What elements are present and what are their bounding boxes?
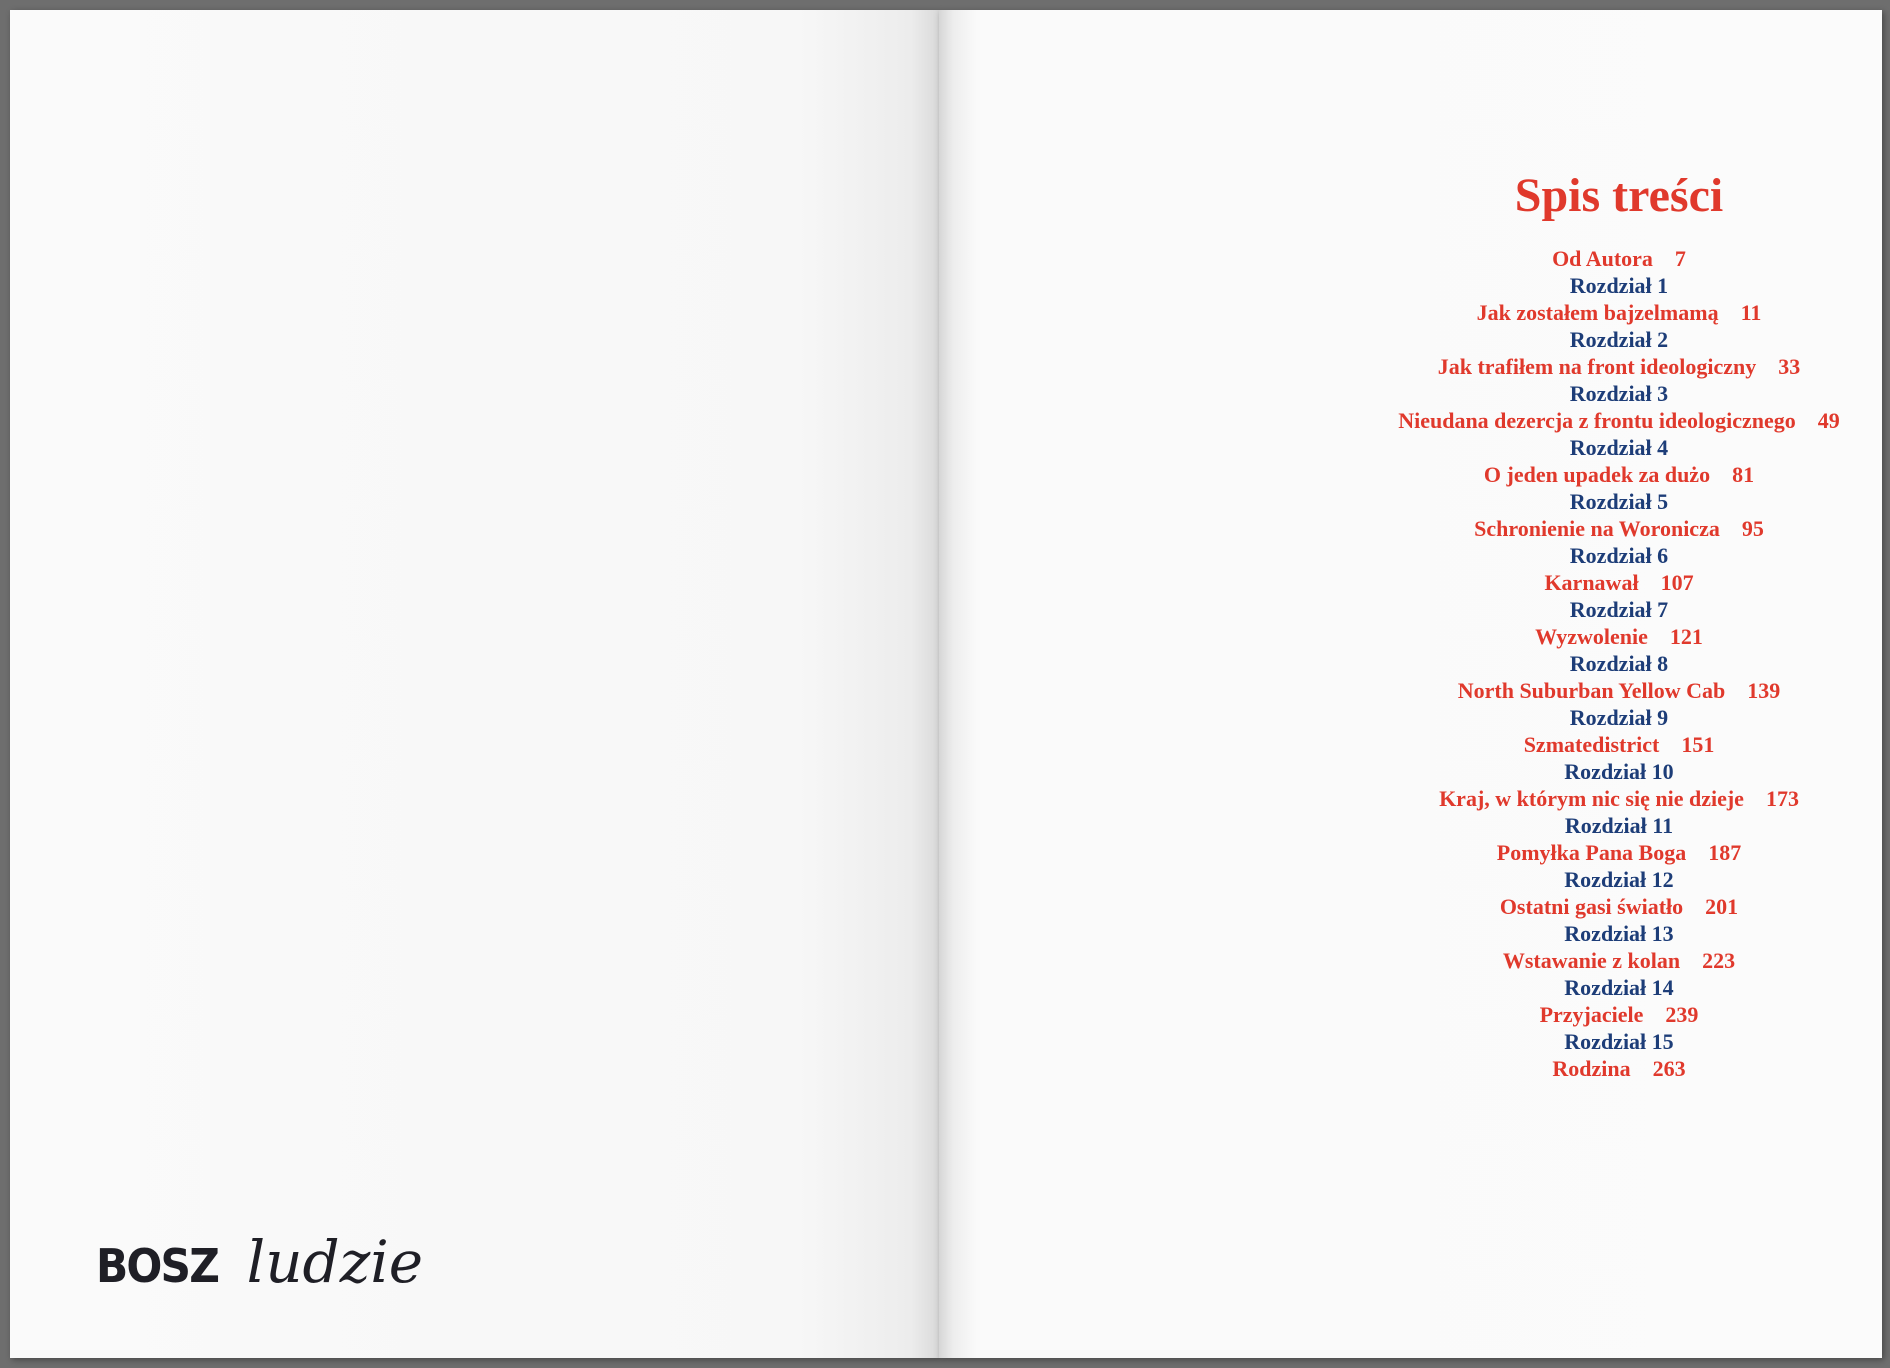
toc-chapter-heading: [1319, 650, 1890, 677]
chapter-label: Rozdział 15: [1564, 1029, 1674, 1054]
entry-title: Od Autora: [1552, 246, 1653, 271]
chapter-label: Rozdział 3: [1569, 381, 1669, 406]
toc-chapter-heading: [1319, 1028, 1890, 1055]
entry-page-number: 95: [1741, 516, 1764, 541]
chapter-label: Rozdział 14: [1564, 975, 1674, 1000]
toc-list: [939, 245, 1882, 1082]
toc-chapter-heading: [1319, 866, 1890, 893]
toc-chapter-heading: [1319, 920, 1890, 947]
entry-page-number: 139: [1747, 678, 1781, 703]
chapter-label: Rozdział 8: [1569, 651, 1669, 676]
toc-entry: [1319, 893, 1890, 920]
entry-page-number: 81: [1732, 462, 1755, 487]
toc-entry: [1319, 947, 1890, 974]
chapter-label: Rozdział 4: [1569, 435, 1669, 460]
entry-title: O jeden upadek za dużo: [1483, 462, 1711, 487]
entry-title: North Suburban Yellow Cab: [1457, 678, 1726, 703]
toc-chapter-heading: [1319, 704, 1890, 731]
entry-page-number: 11: [1740, 300, 1762, 325]
logo-series: ludzie: [246, 1228, 424, 1296]
toc-entry: [1319, 839, 1890, 866]
book-spread: [10, 10, 1882, 1358]
toc-chapter-heading: [1319, 434, 1890, 461]
toc-chapter-heading: [1319, 974, 1890, 1001]
entry-title: Wstawanie z kolan: [1502, 948, 1681, 973]
chapter-label: Rozdział 1: [1569, 273, 1669, 298]
toc-entry: [1319, 245, 1890, 272]
toc-chapter-heading: [1319, 380, 1890, 407]
toc-entry: [1319, 677, 1890, 704]
entry-title: Nieudana dezercja z frontu ideologicznego: [1398, 408, 1796, 433]
chapter-label: Rozdział 5: [1569, 489, 1669, 514]
chapter-label: Rozdział 11: [1564, 813, 1674, 838]
toc-chapter-heading: [1319, 326, 1890, 353]
toc-entry: [1319, 569, 1890, 596]
entry-page-number: 263: [1652, 1056, 1686, 1081]
chapter-label: Rozdział 9: [1569, 705, 1669, 730]
toc-chapter-heading: [1319, 812, 1890, 839]
chapter-label: Rozdział 10: [1564, 759, 1674, 784]
entry-title: Jak zostałem bajzelmamą: [1476, 300, 1719, 325]
left-page: [10, 10, 939, 1358]
right-page: [939, 10, 1882, 1358]
toc-entry: [1319, 1001, 1890, 1028]
chapter-label: Rozdział 12: [1564, 867, 1674, 892]
entry-title: Pomyłka Pana Boga: [1496, 840, 1687, 865]
entry-title: Kraj, w którym nic się nie dzieje: [1439, 786, 1744, 811]
entry-page-number: 223: [1702, 948, 1736, 973]
entry-title: Karnawał: [1544, 570, 1639, 595]
toc-entry: [1319, 1055, 1890, 1082]
chapter-label: Rozdział 13: [1564, 921, 1674, 946]
chapter-label: Rozdział 7: [1569, 597, 1669, 622]
toc-title: Spis treści: [1514, 169, 1724, 222]
entry-page-number: 49: [1817, 408, 1840, 433]
toc-entry: [1319, 731, 1890, 758]
entry-title: Jak trafiłem na front ideologiczny: [1437, 354, 1757, 379]
toc-entry: [1319, 299, 1890, 326]
entry-title: Przyjaciele: [1539, 1002, 1644, 1027]
toc-chapter-heading: [1319, 488, 1890, 515]
toc-chapter-heading: [1319, 758, 1890, 785]
toc-entry: [1319, 353, 1890, 380]
toc-entry: [1319, 407, 1890, 434]
entry-title: Schronienie na Woronicza: [1474, 516, 1720, 541]
logo-brand: BOSZ: [96, 1239, 219, 1293]
entry-page-number: 7: [1674, 246, 1686, 271]
toc-chapter-heading: [1319, 272, 1890, 299]
entry-page-number: 121: [1669, 624, 1703, 649]
entry-page-number: 151: [1681, 732, 1715, 757]
entry-title: Szmatedistrict: [1523, 732, 1660, 757]
toc-chapter-heading: [1319, 596, 1890, 623]
entry-page-number: 33: [1778, 354, 1801, 379]
entry-page-number: 107: [1660, 570, 1694, 595]
table-of-contents: [939, 168, 1882, 1082]
entry-title: Rodzina: [1552, 1056, 1631, 1081]
toc-entry: [1319, 461, 1890, 488]
toc-entry: [1319, 785, 1890, 812]
entry-page-number: 173: [1765, 786, 1799, 811]
toc-entry: [1319, 623, 1890, 650]
entry-page-number: 239: [1665, 1002, 1699, 1027]
chapter-label: Rozdział 6: [1569, 543, 1669, 568]
entry-title: Wyzwolenie: [1535, 624, 1648, 649]
entry-title: Ostatni gasi światło: [1499, 894, 1684, 919]
chapter-label: Rozdział 2: [1569, 327, 1669, 352]
publisher-logo: [96, 1228, 423, 1296]
toc-entry: [1319, 515, 1890, 542]
entry-page-number: 201: [1705, 894, 1739, 919]
entry-page-number: 187: [1708, 840, 1742, 865]
toc-chapter-heading: [1319, 542, 1890, 569]
